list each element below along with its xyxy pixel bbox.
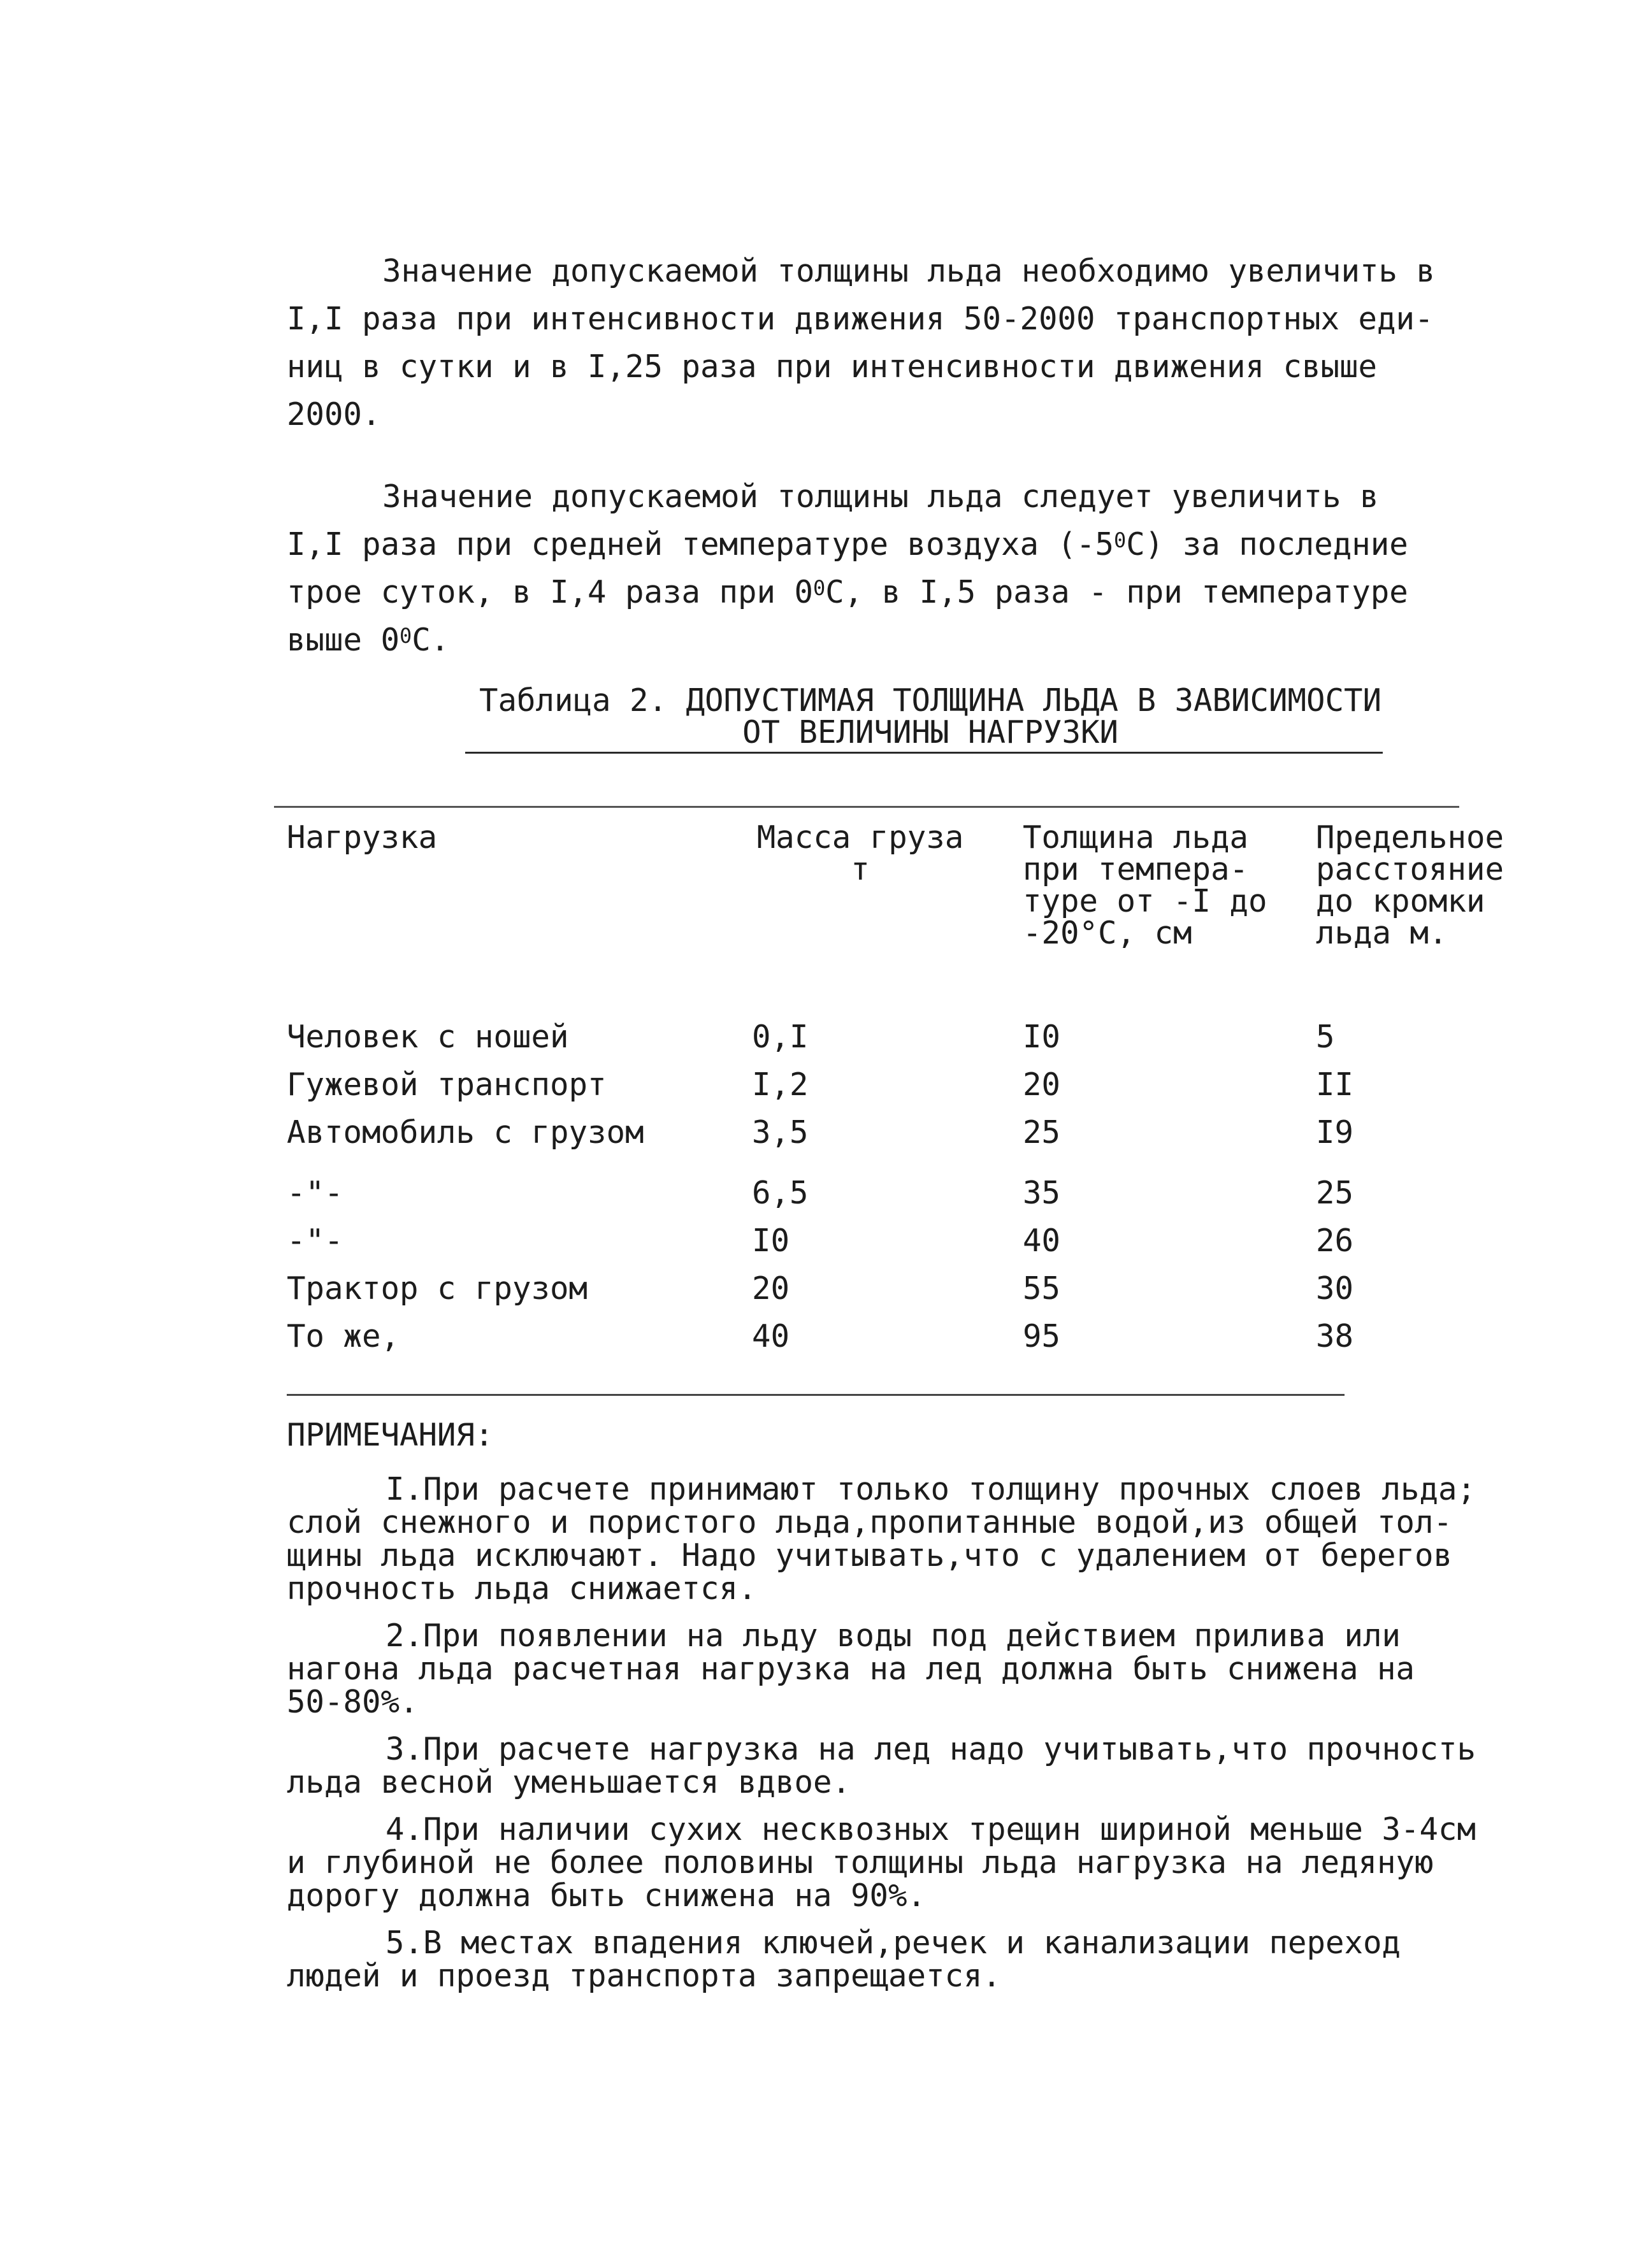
- table-row: [287, 1169, 1529, 1217]
- cell-mass: 20: [752, 1270, 790, 1307]
- text-line: Значение допускаемой толщины льда необходимо увеличить в: [382, 253, 1436, 289]
- header-line: -20°С, см: [1023, 915, 1192, 951]
- table-row: [287, 1109, 1529, 1156]
- note-item: [287, 1619, 1529, 1719]
- degree-superscript: 0: [813, 576, 826, 600]
- cell-distance: 26: [1316, 1223, 1354, 1259]
- column-header-load: [287, 819, 438, 856]
- degree-superscript: 0: [1114, 528, 1127, 552]
- header-line: льда м.: [1316, 915, 1448, 951]
- table-row: [287, 1265, 1529, 1312]
- text-fragment: трое суток, в I,4 раза при 0: [287, 574, 814, 610]
- notes-title: ПРИМЕЧАНИЯ:: [287, 1417, 494, 1453]
- cell-distance: 25: [1316, 1175, 1354, 1211]
- table-top-rule: [274, 806, 1459, 808]
- cell-load: Автомобиль с грузом: [287, 1114, 644, 1151]
- text-line: [287, 568, 1408, 616]
- cell-load: То же,: [287, 1318, 400, 1354]
- cell-load: Человек с ношей: [287, 1019, 569, 1055]
- text-fragment: I,I раза при средней температуре воздуха (-5: [287, 526, 1114, 563]
- header-line: Толщина льда: [1023, 819, 1249, 856]
- cell-thickness: 55: [1023, 1270, 1061, 1307]
- note-item: [287, 1733, 1529, 1799]
- cell-distance: 38: [1316, 1318, 1354, 1354]
- header-line: туре от -I до: [1023, 883, 1267, 919]
- notes-section: [287, 1411, 1529, 1993]
- cell-mass: I,2: [752, 1066, 809, 1103]
- cell-mass: 3,5: [752, 1114, 809, 1151]
- cell-load: -"-: [287, 1223, 343, 1259]
- table-bottom-rule: [287, 1394, 1345, 1396]
- note-line: щины льда исключают. Надо учитывать,что с удалением от берегов: [287, 1537, 1453, 1574]
- note-line: 3.При расчете нагрузка на лед надо учитывать,что прочность: [386, 1731, 1476, 1767]
- note-line: прочность льда снижается.: [287, 1570, 757, 1607]
- note-line: людей и проезд транспорта запрещается.: [287, 1958, 1002, 1994]
- note-line: льда весной уменьшается вдвое.: [287, 1764, 851, 1800]
- note-item: [287, 1473, 1529, 1605]
- text-line: 2000.: [287, 396, 381, 433]
- cell-load: -"-: [287, 1175, 343, 1211]
- cell-thickness: 40: [1023, 1223, 1061, 1259]
- note-line: нагона льда расчетная нагрузка на лед должна быть снижена на: [287, 1651, 1415, 1687]
- cell-mass: 6,5: [752, 1175, 809, 1211]
- note-line: слой снежного и пористого льда,пропитанные водой,из общей тол-: [287, 1504, 1453, 1540]
- cell-distance: 5: [1316, 1019, 1335, 1055]
- header-line: до кромки: [1316, 883, 1485, 919]
- text-line: I,I раза при интенсивности движения 50-2000 транспортных еди-: [287, 301, 1434, 337]
- degree-superscript: 0: [400, 624, 412, 648]
- table-row: [287, 1061, 1529, 1109]
- table-caption-line: ОТ ВЕЛИЧИНЫ НАГРУЗКИ: [742, 714, 1118, 750]
- note-line: дорогу должна быть снижена на 90%.: [287, 1877, 927, 1914]
- note-line: 2.При появлении на льду воды под действием прилива или: [386, 1618, 1401, 1654]
- header-line: Предельное: [1316, 819, 1504, 856]
- header-line: Нагрузка: [287, 819, 438, 856]
- column-header-distance: [1316, 819, 1504, 951]
- table-caption: [459, 682, 1402, 750]
- cell-mass: 40: [752, 1318, 790, 1354]
- cell-distance: 30: [1316, 1270, 1354, 1307]
- cell-thickness: I0: [1023, 1019, 1061, 1055]
- cell-mass: 0,I: [752, 1019, 809, 1055]
- table-row: [287, 1013, 1529, 1061]
- header-line: т: [851, 851, 870, 887]
- text-line: Значение допускаемой толщины льда следует увеличить в: [382, 478, 1379, 515]
- cell-load: Гужевой транспорт: [287, 1066, 607, 1103]
- note-line: I.При расчете принимают только толщину прочных слоев льда;: [386, 1471, 1476, 1507]
- cell-thickness: 25: [1023, 1114, 1061, 1151]
- header-line: Масса груза: [756, 819, 964, 856]
- note-item: [287, 1927, 1529, 1993]
- header-line: при темпера-: [1023, 851, 1249, 887]
- note-line: 50-80%.: [287, 1684, 419, 1720]
- table-row: [287, 1312, 1529, 1360]
- text-line: ниц в сутки и в I,25 раза при интенсивности движения свыше: [287, 348, 1378, 385]
- cell-thickness: 20: [1023, 1066, 1061, 1103]
- table-row: [287, 1217, 1529, 1265]
- text-line: [287, 616, 1408, 664]
- header-line: расстояние: [1316, 851, 1504, 887]
- paragraph-traffic-intensity: [287, 247, 1435, 438]
- caption-underline: [465, 752, 1383, 754]
- cell-thickness: 35: [1023, 1175, 1061, 1211]
- text-fragment: С, в I,5 раза - при температуре: [825, 574, 1408, 610]
- text-fragment: С) за последние: [1126, 526, 1408, 563]
- cell-thickness: 95: [1023, 1318, 1061, 1354]
- note-line: и глубиной не более половины толщины льда нагрузка на ледяную: [287, 1844, 1434, 1881]
- text-line: [287, 520, 1408, 568]
- note-item: [287, 1813, 1529, 1913]
- paragraph-air-temperature: [287, 473, 1408, 664]
- cell-load: Трактор с грузом: [287, 1270, 588, 1307]
- cell-mass: I0: [752, 1223, 790, 1259]
- column-header-thickness: [1023, 819, 1267, 951]
- table-caption-line: Таблица 2. ДОПУСТИМАЯ ТОЛЩИНА ЛЬДА В ЗАВИСИМОСТИ: [479, 682, 1382, 719]
- cell-distance: II: [1316, 1066, 1354, 1103]
- text-fragment: выше 0: [287, 622, 400, 658]
- column-header-mass: [752, 819, 969, 887]
- text-fragment: С.: [412, 622, 450, 658]
- note-line: 4.При наличии сухих несквозных трещин шириной меньше 3-4см: [386, 1811, 1476, 1848]
- cell-distance: I9: [1316, 1114, 1354, 1151]
- note-line: 5.В местах впадения ключей,речек и канализации переход: [386, 1925, 1401, 1961]
